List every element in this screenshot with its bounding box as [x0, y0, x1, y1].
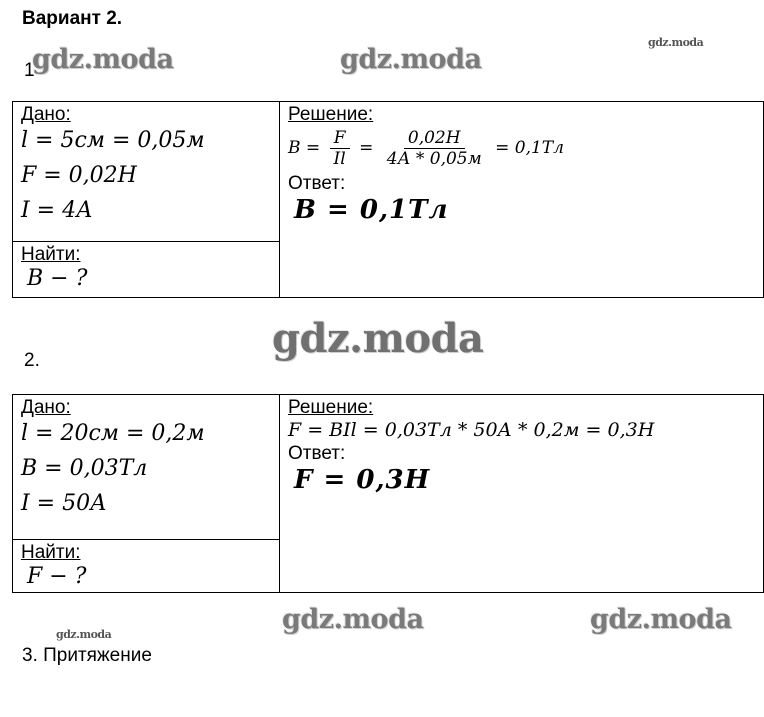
- given-formula: l = 20см = 0,2м: [21, 421, 205, 446]
- given-formula: B = 0,03Тл: [21, 456, 148, 481]
- find-label: Найти:: [21, 542, 81, 563]
- find-cell: [13, 540, 280, 593]
- given-formula: F = 0,02Н: [21, 163, 137, 188]
- solution-formula: [288, 128, 763, 169]
- solution-cell: [280, 395, 764, 593]
- solution-cell: [280, 102, 764, 298]
- given-label: Дано:: [21, 104, 71, 125]
- fraction-numerator: 0,02Н: [404, 128, 465, 149]
- answer-formula: F = 0,3Н: [294, 465, 431, 495]
- watermark-logo: gdz.moda: [32, 44, 174, 75]
- given-formula: l = 5см = 0,05м: [21, 128, 205, 153]
- watermark-logo: gdz.moda: [648, 36, 704, 49]
- fraction: [383, 128, 486, 169]
- find-label: Найти:: [21, 244, 81, 265]
- solution-label: Решение:: [288, 397, 374, 418]
- watermark-logo: gdz.moda: [282, 604, 424, 635]
- watermark-logo: gdz.moda: [56, 628, 112, 641]
- given-formula: I = 50А: [21, 491, 107, 516]
- watermark-logo: gdz.moda: [272, 315, 484, 362]
- page-title: Вариант 2.: [22, 8, 123, 29]
- problem-2-table: [12, 394, 764, 593]
- given-formula: I = 4А: [21, 198, 93, 223]
- answer-formula: B = 0,1Тл: [294, 195, 449, 225]
- problem-1-table: [12, 101, 764, 298]
- solution-left: B =: [288, 138, 321, 158]
- fraction-numerator: F: [330, 128, 350, 149]
- answer-label: Ответ:: [288, 173, 346, 194]
- find-formula: B − ?: [27, 266, 88, 291]
- find-cell: [13, 242, 280, 298]
- fraction-denominator: 4А * 0,05м: [386, 149, 482, 169]
- problem-3-answer: 3. Притяжение: [22, 645, 152, 666]
- given-cell: [13, 395, 280, 540]
- problem-number: 2.: [24, 350, 40, 371]
- find-formula: F − ?: [27, 564, 87, 589]
- given-label: Дано:: [21, 397, 71, 418]
- solution-result: = 0,1Тл: [495, 138, 564, 158]
- watermark-logo: gdz.moda: [590, 604, 732, 635]
- equals-sign: =: [359, 138, 374, 158]
- problem-number: 1: [24, 60, 35, 81]
- watermark-logo: gdz.moda: [340, 44, 482, 75]
- answer-label: Ответ:: [288, 443, 346, 464]
- fraction-denominator: Il: [333, 149, 346, 169]
- given-cell: [13, 102, 280, 242]
- fraction: [330, 128, 350, 169]
- solution-formula: F = BIl = 0,03Тл * 50А * 0,2м = 0,3Н: [288, 419, 655, 441]
- solution-label: Решение:: [288, 104, 374, 125]
